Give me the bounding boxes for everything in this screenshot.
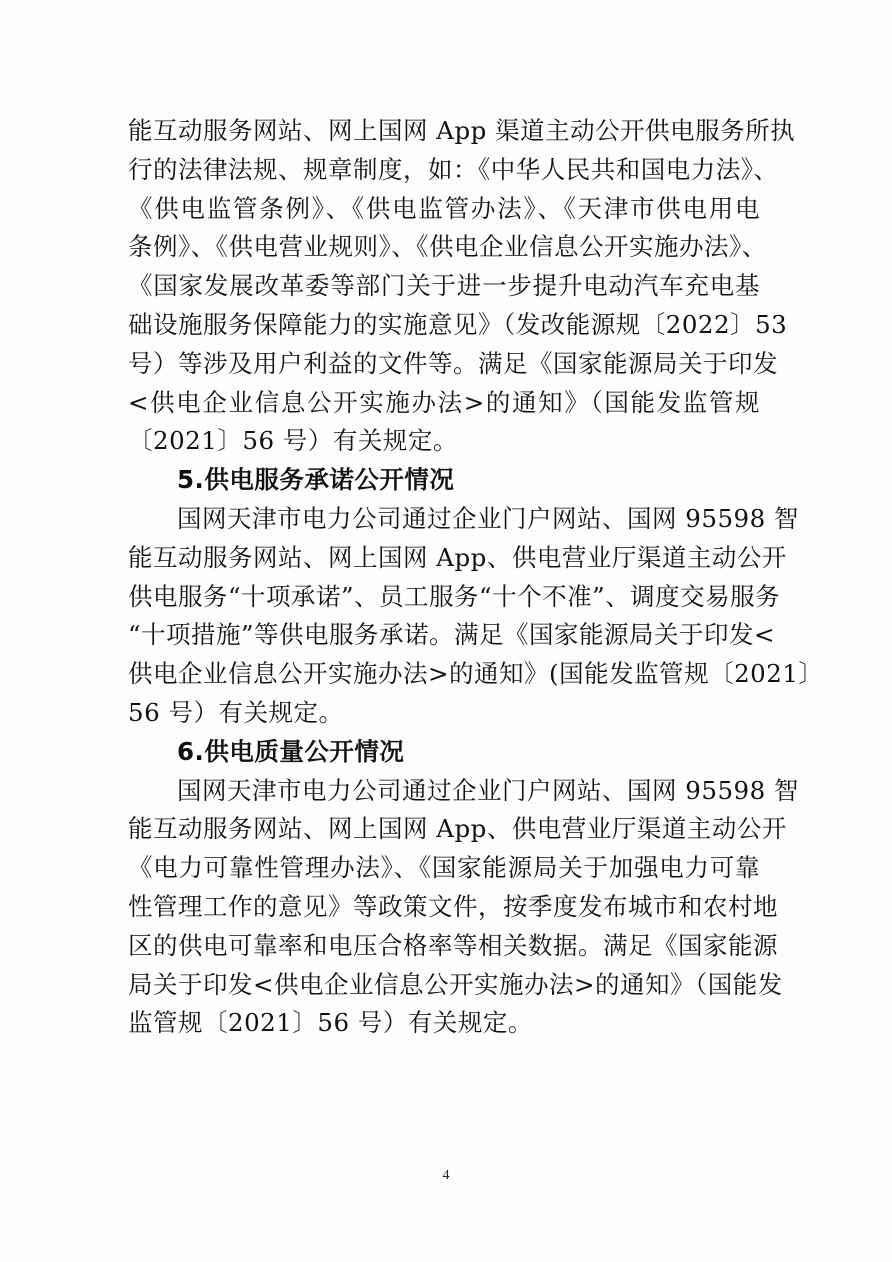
text-line: 监管规〔2021〕56 号）有关规定。 (128, 1008, 533, 1038)
text-line: 《电力可靠性管理办法》、《国家能源局关于加强电力可靠 (128, 853, 760, 883)
text-line: 础设施服务保障能力的实施意见》（发改能源规〔2022〕53 (128, 309, 788, 339)
text-line: “十项措施”等供电服务承诺。满足《国家能源局关于印发< (128, 620, 776, 650)
text-line: 局关于印发<供电企业信息公开实施办法>的通知》（国能发 (128, 969, 783, 999)
paragraph-legal-regulations (128, 112, 796, 461)
text-line: 能互动服务网站、网上国网 App 渠道主动公开供电服务所执 (128, 116, 796, 145)
text-line: 性管理工作的意见》等政策文件，按季度发布城市和农村地 (128, 891, 778, 921)
text-line: 能互动服务网站、网上国网 App、供电营业厅渠道主动公开 (128, 542, 787, 572)
page-number: 4 (442, 1168, 450, 1183)
text-line: 区的供电可靠率和电压合格率等相关数据。满足《国家能源 (128, 930, 778, 960)
text-line: 号）等涉及用户利益的文件等。满足《国家能源局关于印发 (128, 348, 778, 378)
section-heading-6: 6.供电质量公开情况 (177, 736, 405, 766)
paragraph-service-commitments (128, 500, 824, 733)
text-line: 能互动服务网站、网上国网 App、供电营业厅渠道主动公开 (128, 814, 787, 844)
text-line: <供电企业信息公开实施办法>的通知》（国能发监管规 (128, 387, 760, 417)
paragraph-supply-quality (128, 772, 800, 1044)
document-body (128, 112, 824, 1043)
text-line: 《国家发展改革委等部门关于进一步提升电动汽车充电基 (128, 271, 760, 301)
text-line: 〔2021〕56 号）有关规定。 (128, 426, 458, 456)
text-line: 行的法律法规、规章制度，如：《中华人民共和国电力法》、 (128, 154, 779, 184)
text-line: 国网天津市电力公司通过企业门户网站、国网 95598 智 (177, 503, 800, 533)
text-line: 供电服务“十项承诺”、员工服务“十个不准”、调度交易服务 (128, 581, 781, 611)
text-line: 国网天津市电力公司通过企业门户网站、国网 95598 智 (177, 775, 800, 805)
section-heading-5: 5.供电服务承诺公开情况 (177, 465, 455, 495)
text-line: 56 号）有关规定。 (128, 697, 344, 727)
text-line: 供电企业信息公开实施办法>的通知》(国能发监管规〔2021〕 (128, 659, 824, 689)
text-line: 条例》、《供电营业规则》、《供电企业信息公开实施办法》、 (128, 232, 767, 262)
text-line: 《供电监管条例》、《供电监管办法》、《天津市供电用电 (128, 193, 760, 223)
